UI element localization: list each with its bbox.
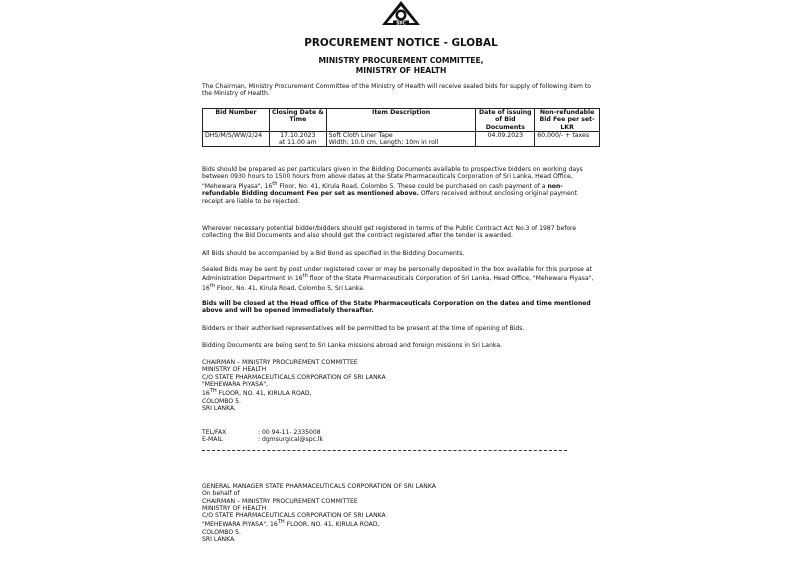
address2-building: "MEHEWARA PIYASA", 16 — [202, 521, 278, 529]
bid-fee-cell: 60,000/- + taxes — [535, 131, 600, 147]
table-row — [203, 131, 600, 147]
address1-floor-number: 16 — [202, 390, 210, 398]
intro-paragraph: The Chairman, Ministry Procurement Committee of the Ministry of Health will receive sealed bids for supply of following item to the Ministry of Health. — [202, 83, 591, 98]
para1-bold-text: non-refundable Bidding document Fee per set as mentioned above. — [202, 182, 563, 198]
closing-date: 17.10.2023 — [280, 131, 316, 139]
committee-heading-line1: MINISTRY PROCUREMENT COMMITTEE, — [318, 56, 484, 65]
address1-line4: "MEHEWARA PIYASA", — [202, 380, 269, 388]
address1-line7: SRI LANKA. — [202, 404, 236, 412]
header-bid-fee: Non-refundable Bid Fee per set-LKR — [535, 109, 600, 132]
tel-value: : 00 94-11- 2335008 — [258, 429, 321, 436]
registration-paragraph: Wherever necessary potential bidder/bidders should get registered in terms of the Public Contract Act No.3 of 1987 before collecting the Bid Documents and also should get the contract registered after the tender is awarded. — [202, 225, 577, 240]
para4-sup: th — [302, 273, 308, 280]
closing-date-cell — [269, 131, 326, 147]
item-description-cell — [326, 131, 476, 147]
para4-text-c: Floor, No. 41, Kirula Road, Colombo 5, Sri Lanka. — [214, 284, 365, 292]
representatives-paragraph: Bidders or their authorised representatives will be permitted to be present at the time of opening of Bids. — [202, 325, 525, 332]
para1-text-c: Offers received without enclosing original payment receipt are liable to be rejected. — [202, 190, 577, 205]
address2-line3: CHAIRMAN – MINISTRY PROCUREMENT COMMITTEE — [202, 497, 358, 505]
header-issue-date: Date of issuing of Bid Documents — [476, 109, 535, 132]
bid-table — [202, 108, 600, 147]
address1-line5 — [202, 388, 600, 397]
address1-floor-sup: TH — [209, 388, 217, 395]
para4-text-b: floor of the State Pharmaceuticals Corporation of Sri Lanka, Head Office, "Mehewara Piyasa", 16 — [202, 275, 594, 292]
tel-label: TEL/FAX — [202, 429, 227, 436]
bid-bond-paragraph: All Bids should be accompanied by a Bid Bond as specified in the Bidding Documents. — [202, 250, 465, 257]
address2-line2: On behalf of — [202, 490, 240, 498]
dashed-divider — [202, 450, 567, 451]
para1-sup: th — [272, 180, 278, 187]
address2-line5: C/O STATE PHARMACEUTICALS CORPORATION OF SRI LANKA — [202, 512, 386, 520]
address2-line6 — [202, 519, 600, 528]
address2-line7: COLOMBO 5. — [202, 528, 241, 536]
email-link[interactable]: : dgmsurgical@spc.lk — [258, 436, 324, 444]
closing-paragraph: Bids will be closed at the Head office of the State Pharmaceuticals Corporation on the dates and time mentioned above and will be opened immediately thereafter. — [202, 300, 591, 315]
address2-line8: SRI LANKA. — [202, 536, 236, 544]
submission-paragraph — [202, 266, 600, 292]
committee-address — [202, 359, 600, 412]
header-item-description: Item Description — [326, 109, 476, 132]
contact-details — [202, 429, 323, 444]
closing-time: at 11.00 am — [278, 139, 317, 147]
address2-floor-sup: TH — [277, 519, 285, 526]
address1-line6: COLOMBO 5. — [202, 397, 241, 405]
address2-floor-text: FLOOR, NO. 41, KIRULA ROAD, — [284, 521, 380, 529]
issue-date-cell: 04.09.2023 — [476, 131, 535, 147]
item-name: Soft Cloth Liner Tape — [328, 131, 393, 139]
committee-heading-line2: MINISTRY OF HEALTH — [355, 66, 447, 75]
header-bid-number: Bid Number — [203, 109, 270, 132]
address1-floor-text: FLOOR, NO. 41, KIRULA ROAD, — [216, 390, 312, 398]
para4-text: Sealed Bids may be sent by post under registered cover or may be personally deposited in the box available for this purpose at Administration Department in 16 — [202, 266, 592, 283]
para1-text-b: Floor, No. 41, Kirula Road, Colombo 5. These could be purchased on cash payment of a — [277, 182, 548, 190]
notice-title: PROCUREMENT NOTICE - GLOBAL — [304, 37, 498, 49]
item-dimensions: Width; 10.0 cm, Length; 10m in roll — [328, 139, 439, 147]
general-manager-address — [202, 483, 600, 543]
address1-line2: MINISTRY OF HEALTH — [202, 366, 267, 374]
para1-text: Bids should be prepared as per particulars given in the Bidding Documents available to prospective bidders on working days between 0930 hours to 1500 hours from above dates at the State Pharmaceuticals Corporation of Sri Lanka, Head Office, "Mehewara Piyasa", 16 — [202, 166, 583, 190]
para4-sup2: th — [209, 282, 215, 289]
address1-line3: C/O STATE PHARMACEUTICALS CORPORATION OF SRI LANKA — [202, 373, 386, 381]
missions-paragraph: Bidding Documents are being sent to Sri Lanka missions abroad and foreign missions in Sri Lanka. — [202, 342, 503, 349]
spc-triangle-logo — [380, 0, 422, 26]
email-label: E-MAIL — [202, 436, 223, 444]
address1-line1: CHAIRMAN – MINISTRY PROCUREMENT COMMITTEE — [202, 359, 358, 366]
bid-number-cell: DHS/M/S/WW/2/24 — [203, 131, 270, 147]
logo-text: SPC — [396, 20, 406, 26]
address2-line1: GENERAL MANAGER STATE PHARMACEUTICALS CORPORATION OF SRI LANKA — [202, 483, 436, 490]
bidding-documents-paragraph — [202, 166, 600, 205]
header-closing-date: Closing Date & Time — [269, 109, 326, 132]
address2-line4: MINISTRY OF HEALTH — [202, 504, 267, 512]
